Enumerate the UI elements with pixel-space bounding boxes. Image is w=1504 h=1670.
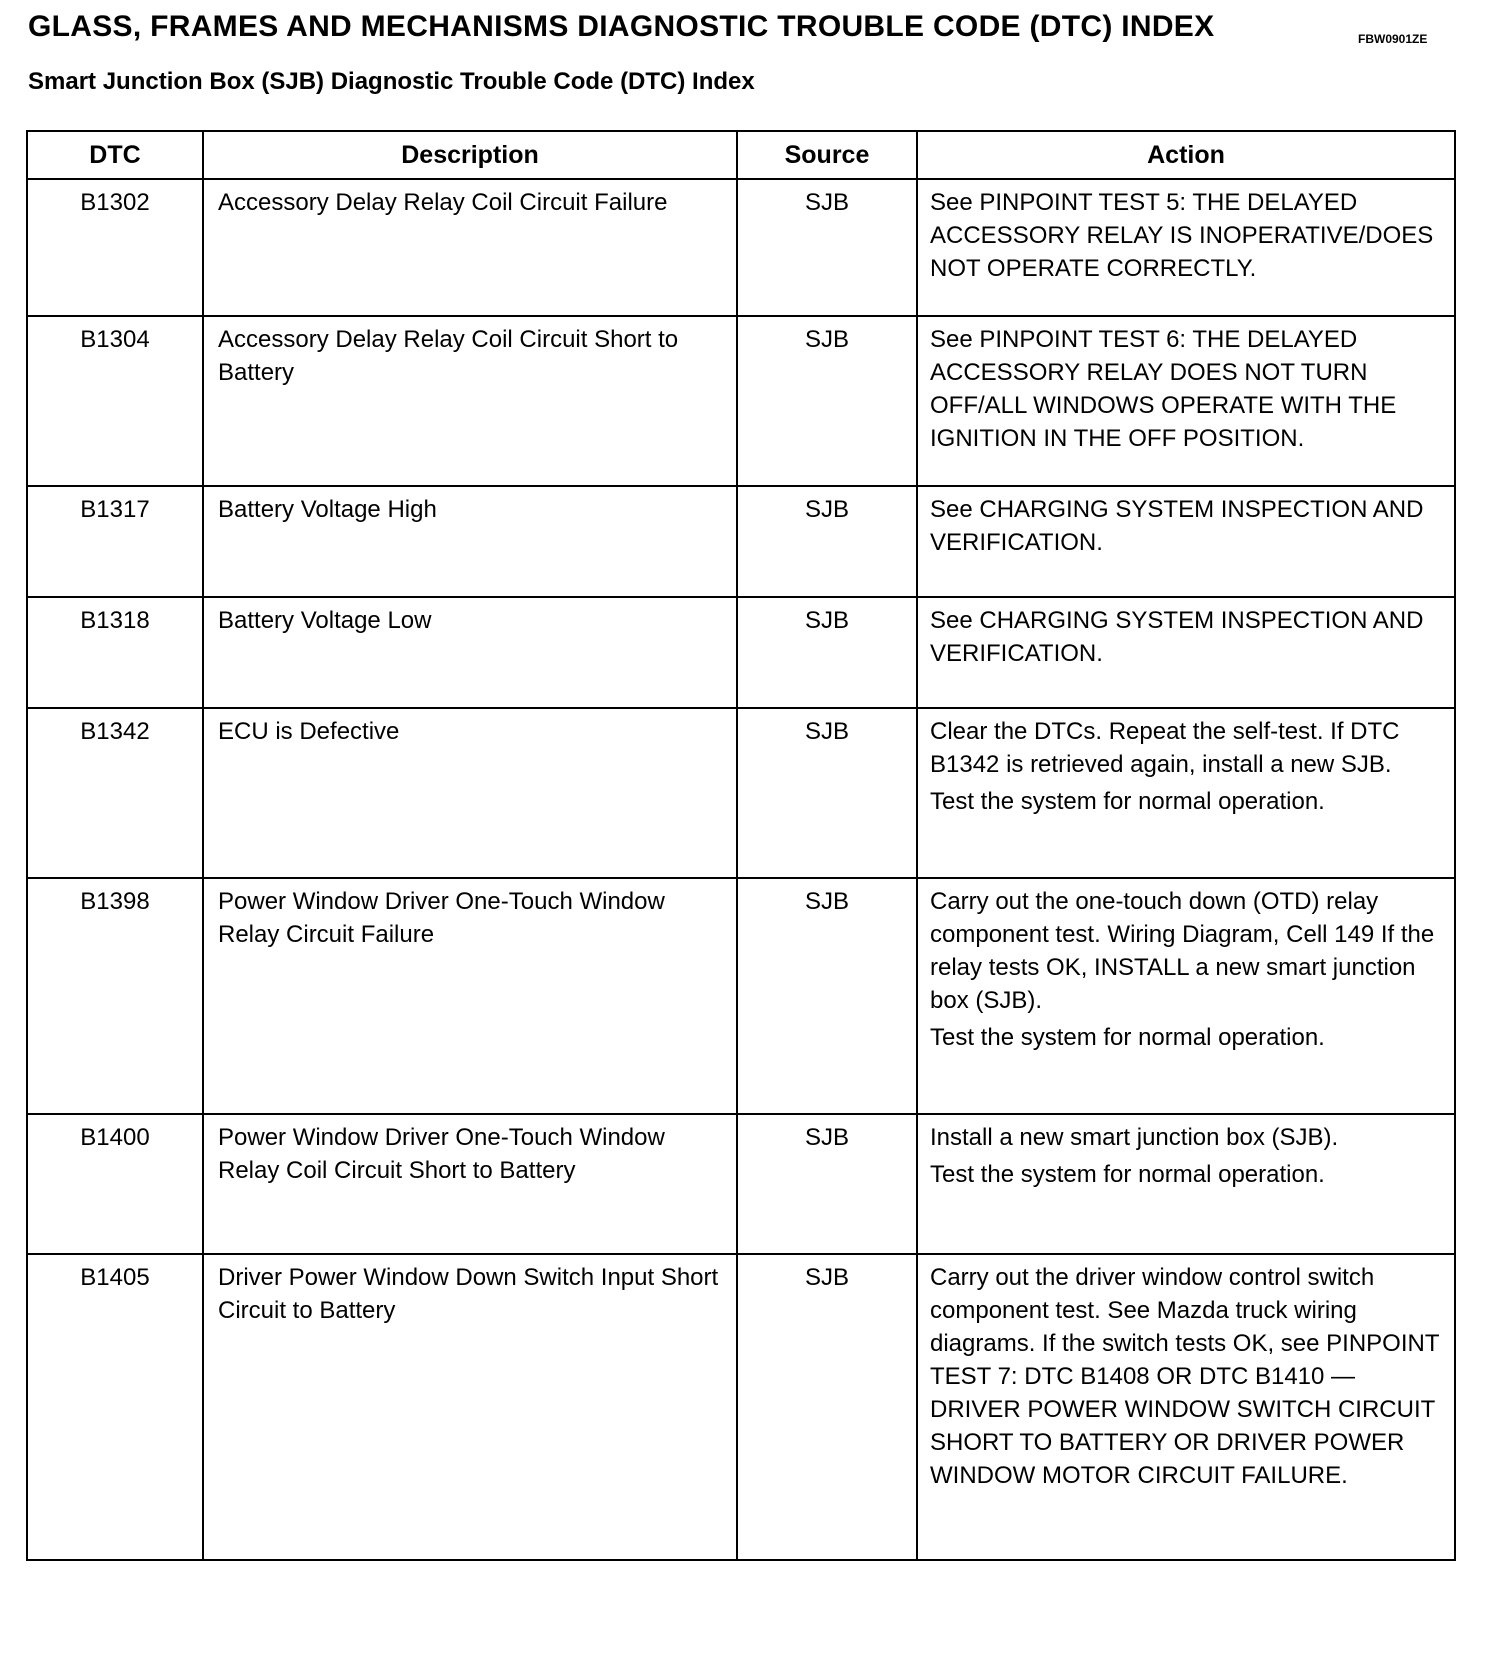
dtc-source: SJB <box>737 486 917 597</box>
table-row <box>27 179 1455 316</box>
dtc-source: SJB <box>737 179 917 316</box>
action-text: See PINPOINT TEST 6: THE DELAYED ACCESSORY RELAY DOES NOT TURN OFF/ALL WINDOWS OPERATE WITH THE IGNITION IN THE OFF POSITION. <box>930 326 1397 452</box>
action-text: Carry out the driver window control switch component test. See Mazda truck wiring diagrams. If the switch tests OK, see PINPOINT TEST 7: DTC B1408 OR DTC B1410 — DRIVER POWER WINDOW SWITCH CIRCUIT SHORT TO BATTERY OR DRIVER POWER WINDOW MOTOR CIRCUIT FAILURE. <box>930 1264 1440 1489</box>
column-header-action: Action <box>917 131 1455 179</box>
dtc-index-table <box>26 130 1456 1561</box>
dtc-code: B1398 <box>27 878 203 1114</box>
action-text: See CHARGING SYSTEM INSPECTION AND VERIFICATION. <box>930 607 1424 667</box>
dtc-source: SJB <box>737 878 917 1114</box>
dtc-description: Power Window Driver One-Touch Window Relay Circuit Failure <box>203 878 737 1114</box>
table-row <box>27 316 1455 486</box>
dtc-action <box>917 486 1455 597</box>
dtc-action <box>917 708 1455 878</box>
table-row <box>27 1254 1455 1560</box>
table-row <box>27 878 1455 1114</box>
page-title: GLASS, FRAMES AND MECHANISMS DIAGNOSTIC TROUBLE CODE (DTC) INDEX <box>28 10 1215 43</box>
dtc-action <box>917 878 1455 1114</box>
dtc-action <box>917 1114 1455 1254</box>
dtc-source: SJB <box>737 597 917 708</box>
table-row <box>27 1114 1455 1254</box>
action-text: Test the system for normal operation. <box>930 1024 1325 1051</box>
table-row <box>27 708 1455 878</box>
dtc-code: B1317 <box>27 486 203 597</box>
dtc-description: Accessory Delay Relay Coil Circuit Short to Battery <box>203 316 737 486</box>
dtc-source: SJB <box>737 708 917 878</box>
dtc-source: SJB <box>737 1114 917 1254</box>
dtc-description: Driver Power Window Down Switch Input Short Circuit to Battery <box>203 1254 737 1560</box>
dtc-description: Battery Voltage High <box>203 486 737 597</box>
dtc-description: Accessory Delay Relay Coil Circuit Failure <box>203 179 737 316</box>
action-text: Install a new smart junction box (SJB). <box>930 1124 1339 1151</box>
dtc-action <box>917 179 1455 316</box>
dtc-code: B1318 <box>27 597 203 708</box>
dtc-code: B1302 <box>27 179 203 316</box>
table-row <box>27 597 1455 708</box>
dtc-source: SJB <box>737 316 917 486</box>
dtc-source: SJB <box>737 1254 917 1560</box>
dtc-code: B1405 <box>27 1254 203 1560</box>
dtc-description: Power Window Driver One-Touch Window Relay Coil Circuit Short to Battery <box>203 1114 737 1254</box>
dtc-code: B1400 <box>27 1114 203 1254</box>
table-row <box>27 486 1455 597</box>
column-header-source: Source <box>737 131 917 179</box>
column-header-dtc: DTC <box>27 131 203 179</box>
dtc-description: Battery Voltage Low <box>203 597 737 708</box>
table-header-row <box>27 131 1455 179</box>
action-text: See PINPOINT TEST 5: THE DELAYED ACCESSORY RELAY IS INOPERATIVE/DOES NOT OPERATE CORRECTLY. <box>930 189 1434 282</box>
dtc-action <box>917 1254 1455 1560</box>
dtc-action <box>917 597 1455 708</box>
action-text: Clear the DTCs. Repeat the self-test. If DTC B1342 is retrieved again, install a new SJB. <box>930 718 1400 778</box>
dtc-code: B1342 <box>27 708 203 878</box>
table-subtitle: Smart Junction Box (SJB) Diagnostic Trouble Code (DTC) Index <box>28 68 755 95</box>
column-header-description: Description <box>203 131 737 179</box>
dtc-code: B1304 <box>27 316 203 486</box>
document-code: FBW0901ZE <box>1358 32 1428 46</box>
action-text: Carry out the one-touch down (OTD) relay component test. Wiring Diagram, Cell 149 If the relay tests OK, INSTALL a new smart junction box (SJB). <box>930 888 1435 1014</box>
dtc-description: ECU is Defective <box>203 708 737 878</box>
action-text: See CHARGING SYSTEM INSPECTION AND VERIFICATION. <box>930 496 1424 556</box>
action-text: Test the system for normal operation. <box>930 788 1325 815</box>
dtc-action <box>917 316 1455 486</box>
action-text: Test the system for normal operation. <box>930 1161 1325 1188</box>
